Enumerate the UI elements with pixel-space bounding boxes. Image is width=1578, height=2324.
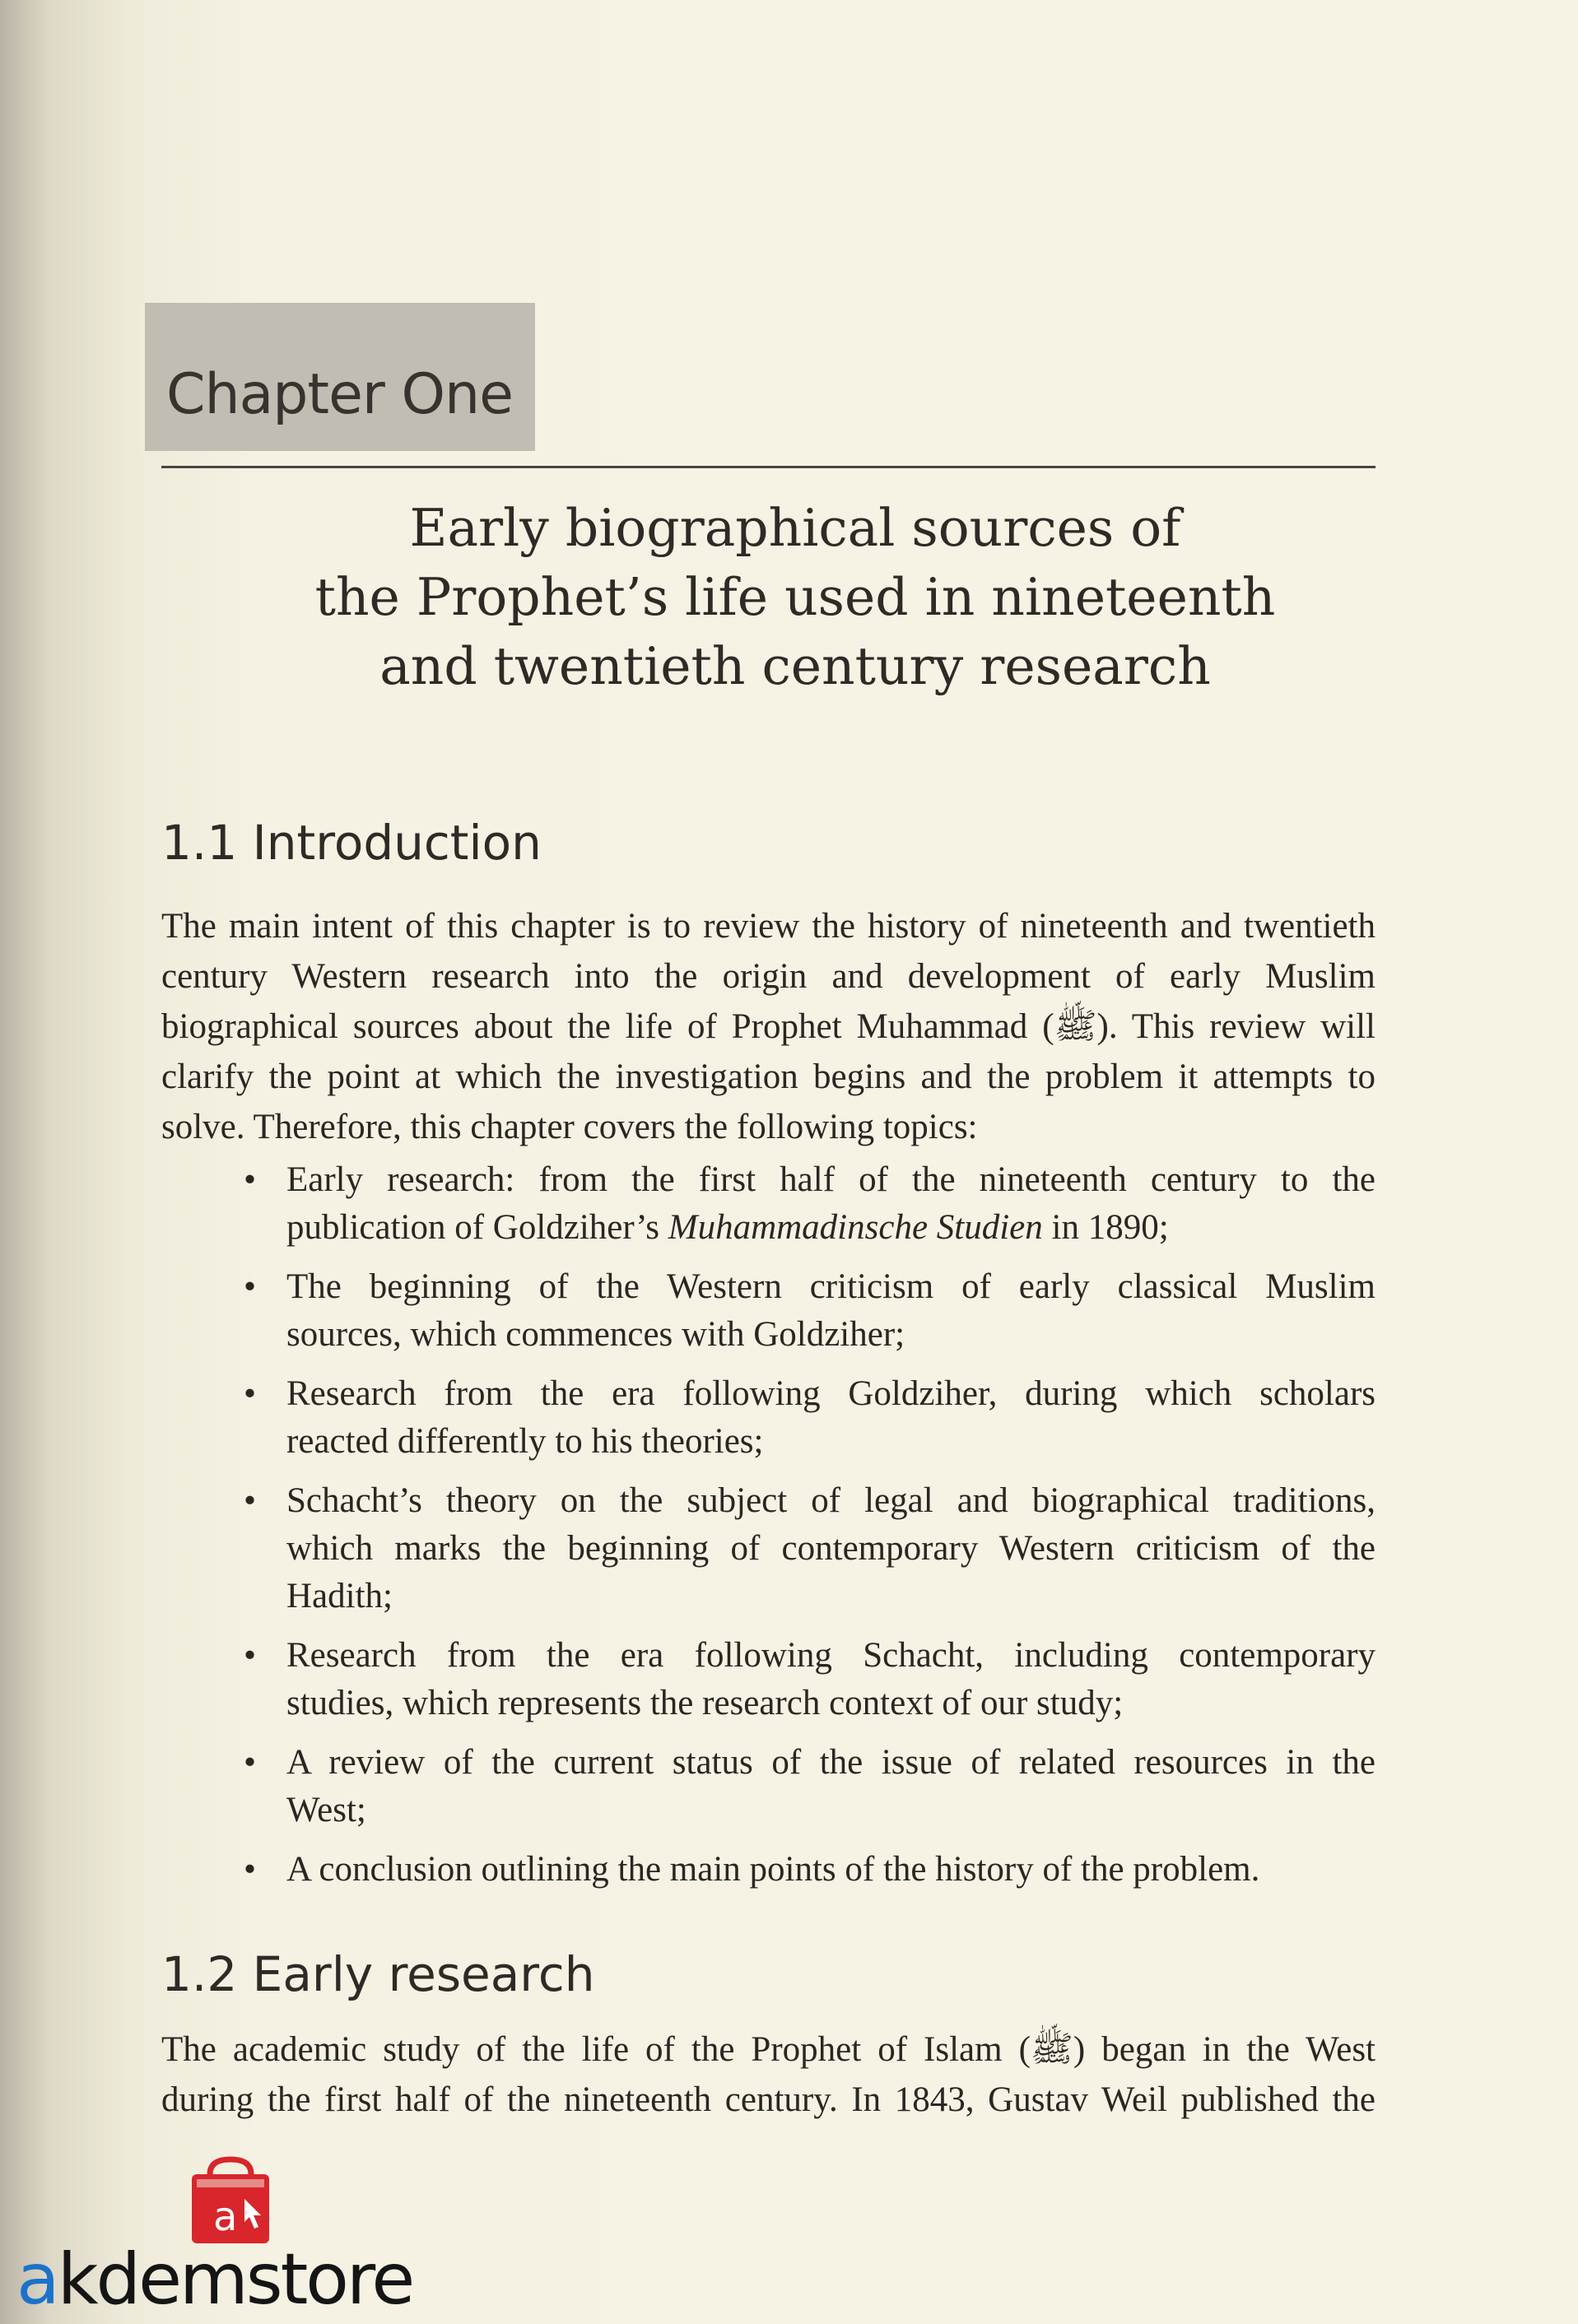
store-name-rest: kdemstore: [57, 2238, 413, 2321]
chapter-title-line: Early biographical sources of: [409, 498, 1181, 558]
paragraph-line: [161, 951, 1376, 1002]
list-item: [244, 1156, 1376, 1252]
chapter-divider: [161, 466, 1376, 468]
section-heading-introduction: 1.1 Introduction: [161, 815, 542, 871]
list-item-line: [286, 1156, 1376, 1204]
list-item-line: [286, 1263, 1376, 1311]
paragraph-line: [161, 2024, 1376, 2075]
list-item-line: [286, 1739, 1376, 1787]
list-item-line: [286, 1632, 1376, 1680]
store-name-first-letter: a: [16, 2238, 58, 2321]
store-name: [16, 2238, 412, 2321]
paragraph-line: [161, 1052, 1376, 1102]
paragraph-line: [161, 2075, 1376, 2125]
list-item-line-text: The beginning of the Western criticism of early classical Muslim: [286, 1267, 1376, 1306]
paragraph-line: [161, 1002, 1376, 1052]
chapter-label-box: [145, 303, 535, 451]
book-title: Muhammadinsche Studien: [668, 1208, 1043, 1247]
paragraph-line-text: clarify the point at which the investigation begins and the problem it attempts to: [161, 1057, 1376, 1096]
section-heading-early-research: 1.2 Early research: [161, 1946, 595, 2002]
list-item-line: sources, which commences with Goldziher;: [286, 1315, 905, 1354]
chapter-title-line: and twentieth century research: [379, 636, 1211, 696]
shopping-bag-icon: [185, 2156, 276, 2247]
list-item: [244, 1739, 1376, 1834]
bullet-icon: •: [244, 1374, 257, 1413]
list-item-line: [286, 1525, 1376, 1573]
list-item: [244, 1846, 1376, 1894]
list-item-line: A conclusion outlining the main points of the history of the problem.: [286, 1850, 1260, 1889]
list-item-line-text: Early research: from the first half of the nineteenth century to the: [286, 1160, 1376, 1199]
list-item-line: reacted differently to his theories;: [286, 1422, 764, 1461]
paragraph-line-text: The academic study of the life of the Prophet of Islam (ﷺ) began in the West: [161, 2030, 1376, 2069]
list-item-line: [286, 1204, 1376, 1252]
introduction-paragraph: [161, 901, 1376, 1152]
list-item: [244, 1263, 1376, 1359]
paragraph-line-text: biographical sources about the life of Prophet Muhammad (ﷺ). This review will: [161, 1007, 1376, 1046]
bullet-icon: •: [244, 1267, 257, 1306]
list-item-line: West;: [286, 1791, 366, 1829]
paragraph-line-text: century Western research into the origin and development of early Muslim: [161, 957, 1376, 996]
list-item-line: [286, 1370, 1376, 1418]
chapter-title: [198, 494, 1393, 701]
bullet-icon: •: [244, 1160, 257, 1199]
bullet-icon: •: [244, 1481, 257, 1520]
store-watermark-logo: [16, 2156, 445, 2321]
list-item: [244, 1477, 1376, 1620]
paragraph-line-text: The main intent of this chapter is to review the history of nineteenth and twentieth: [161, 907, 1376, 946]
chapter-title-line: the Prophet’s life used in nineteenth: [314, 567, 1276, 627]
bag-letter: a: [213, 2194, 238, 2240]
paragraph-line: [161, 901, 1376, 951]
list-item: [244, 1632, 1376, 1727]
bullet-icon: •: [244, 1850, 257, 1889]
list-item-line: Hadith;: [286, 1577, 393, 1615]
list-item-text: in 1890;: [1042, 1208, 1169, 1247]
bullet-icon: •: [244, 1636, 257, 1675]
list-item-text: publication of Goldziher’s: [286, 1208, 668, 1247]
topics-list: [244, 1156, 1376, 1905]
chapter-label: Chapter One: [166, 362, 513, 427]
paragraph-line-text: during the first half of the nineteenth century. In 1843, Gustav Weil published the: [161, 2080, 1376, 2119]
list-item-line-text: Research from the era following Schacht, including contemporary: [286, 1636, 1376, 1675]
list-item-line-text: Schacht’s theory on the subject of legal and biographical traditions,: [286, 1481, 1376, 1520]
paragraph-line: solve. Therefore, this chapter covers the following topics:: [161, 1108, 978, 1146]
list-item-line-text: A review of the current status of the issue of related resources in the: [286, 1743, 1376, 1782]
bullet-icon: •: [244, 1743, 257, 1782]
list-item-line-text: which marks the beginning of contemporary Western criticism of the: [286, 1529, 1376, 1568]
list-item-line-text: Research from the era following Goldziher, during which scholars: [286, 1374, 1376, 1413]
early-research-paragraph: [161, 2024, 1376, 2125]
list-item-line: [286, 1477, 1376, 1525]
list-item: [244, 1370, 1376, 1466]
list-item-line: studies, which represents the research context of our study;: [286, 1684, 1124, 1722]
